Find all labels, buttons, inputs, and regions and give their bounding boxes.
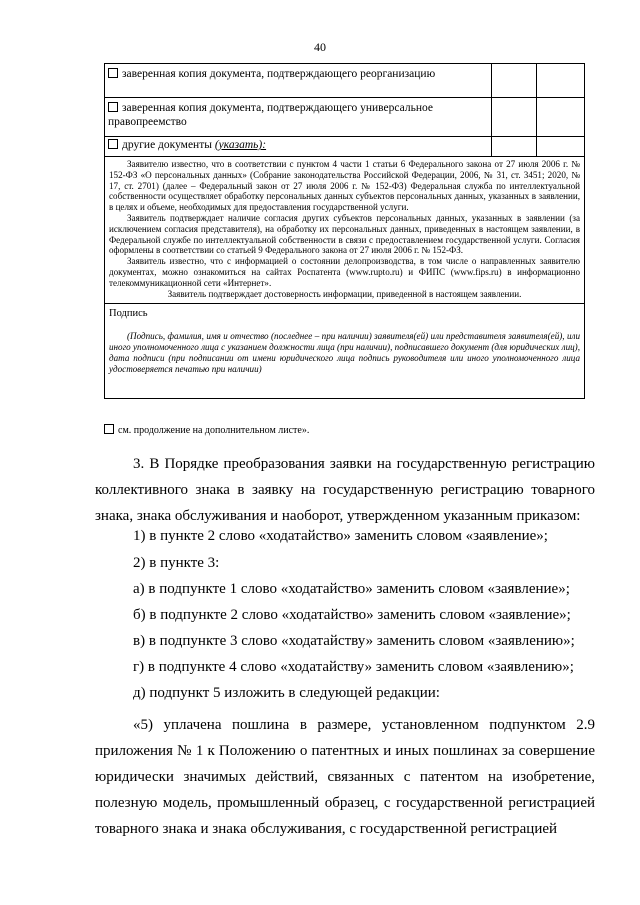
row-label: заверенная копия документа, подтверждающего универсальное правопреемство: [108, 102, 433, 128]
consent-paragraph: Заявитель подтверждает достоверность информации, приведенной в настоящем заявлении.: [167, 288, 522, 299]
table-row: [105, 98, 585, 137]
list-item: 1) в пункте 2 слово «ходатайство» заменить словом «заявление»;: [133, 528, 548, 544]
document-list-table: [104, 63, 585, 399]
row-label: заверенная копия документа, подтверждающего реорганизацию: [122, 68, 436, 80]
consent-paragraph: Заявитель подтверждает наличие согласия других субъектов персональных данных, указанных в заявлении (за исключением согласия представителя), на обработку их персональных данных, приведенных в настоящем заявлении, в Федеральной службе по интеллектуальной собственности в связи с предоставлением государственной услуги. Согласия оформлены в соответствии со статьей 9 Федерального закона от 27 июля 2006 г. № 152-ФЗ.: [109, 212, 580, 256]
consent-paragraph: Заявителю известно, что в соответствии с пунктом 4 части 1 статьи 6 Федерального закона от 27 июля 2006 г. № 152-ФЗ «О персональных данных» (Собрание законодательства Российской Федерации, 2006, № 31, ст. 3451; 2020, № 17, ст. 2701) (далее – Федеральный закон от 27 июля 2006 г. № 152-ФЗ) Федеральная служба по интеллектуальной собственности осуществляет обработку персональных данных субъектов персональных данных, указанных в заявлении, в целях и объеме, необходимых для предоставления государственной услуги.: [109, 159, 580, 213]
list-item: б) в подпункте 2 слово «ходатайство» заменить словом «заявление»;: [133, 607, 571, 623]
table-row: [105, 137, 585, 157]
list-item: а) в подпункте 1 слово «ходатайство» заменить словом «заявление»;: [133, 581, 570, 597]
checkbox-icon[interactable]: [108, 139, 118, 149]
continuation-label: см. продолжение на дополнительном листе».: [118, 425, 310, 436]
checkbox-icon[interactable]: [104, 424, 114, 434]
body-paragraph: 3. В Порядке преобразования заявки на государственную регистрацию коллективного знака в заявку на государственную регистрацию товарного знака, знака обслуживания и наоборот, утвержденном указанным приказом:: [95, 456, 595, 524]
list-item: 2) в пункте 3:: [133, 555, 220, 571]
list-item: г) в подпункте 4 слово «ходатайству» заменить словом «заявлению»;: [133, 659, 574, 675]
signature-note: (Подпись, фамилия, имя и отчество (последнее – при наличии) заявителя(ей) или представителя заявителя(ей), или иного уполномоченного лица с указанием должности лица (при наличии), подписавшего документ (для юридических лиц), дата подписи (при подписании от имени юридического лица подпись руководителя или иного уполномоченного лица удостоверяется печатью при наличии): [109, 331, 580, 375]
list-item: д) подпункт 5 изложить в следующей редакции:: [133, 685, 440, 701]
row-hint: (указать):: [214, 139, 267, 151]
checkbox-icon[interactable]: [108, 102, 118, 112]
continuation-note: [104, 424, 309, 436]
list-item: в) в подпункте 3 слово «ходатайству» заменить словом «заявлению»;: [133, 633, 575, 649]
table-row: [105, 64, 585, 98]
consent-paragraph: Заявитель известно, что с информацией о состоянии делопроизводства, в том числе о направленных заявителю документах, можно ознакомиться на сайтах Роспатента (www.rupto.ru) и ФИПС (www.fips.ru) в информационно телекоммуникационной сети «Интернет».: [109, 256, 580, 288]
signature-row: [105, 304, 585, 399]
row-label: другие документы: [122, 139, 212, 151]
body-paragraph: «5) уплачена пошлина в размере, установленном подпунктом 2.9 приложения № 1 к Положению о патентных и иных пошлинах за совершение юридически значимых действий, связанных с патентом на изобретение, полезную модель, промышленный образец, с государственной регистрацией товарного знака и знака обслуживания, с государственной регистрацией: [95, 717, 595, 837]
page-number: 40: [314, 40, 326, 54]
consent-row: [105, 157, 585, 304]
checkbox-icon[interactable]: [108, 68, 118, 78]
signature-title: Подпись: [109, 308, 148, 320]
